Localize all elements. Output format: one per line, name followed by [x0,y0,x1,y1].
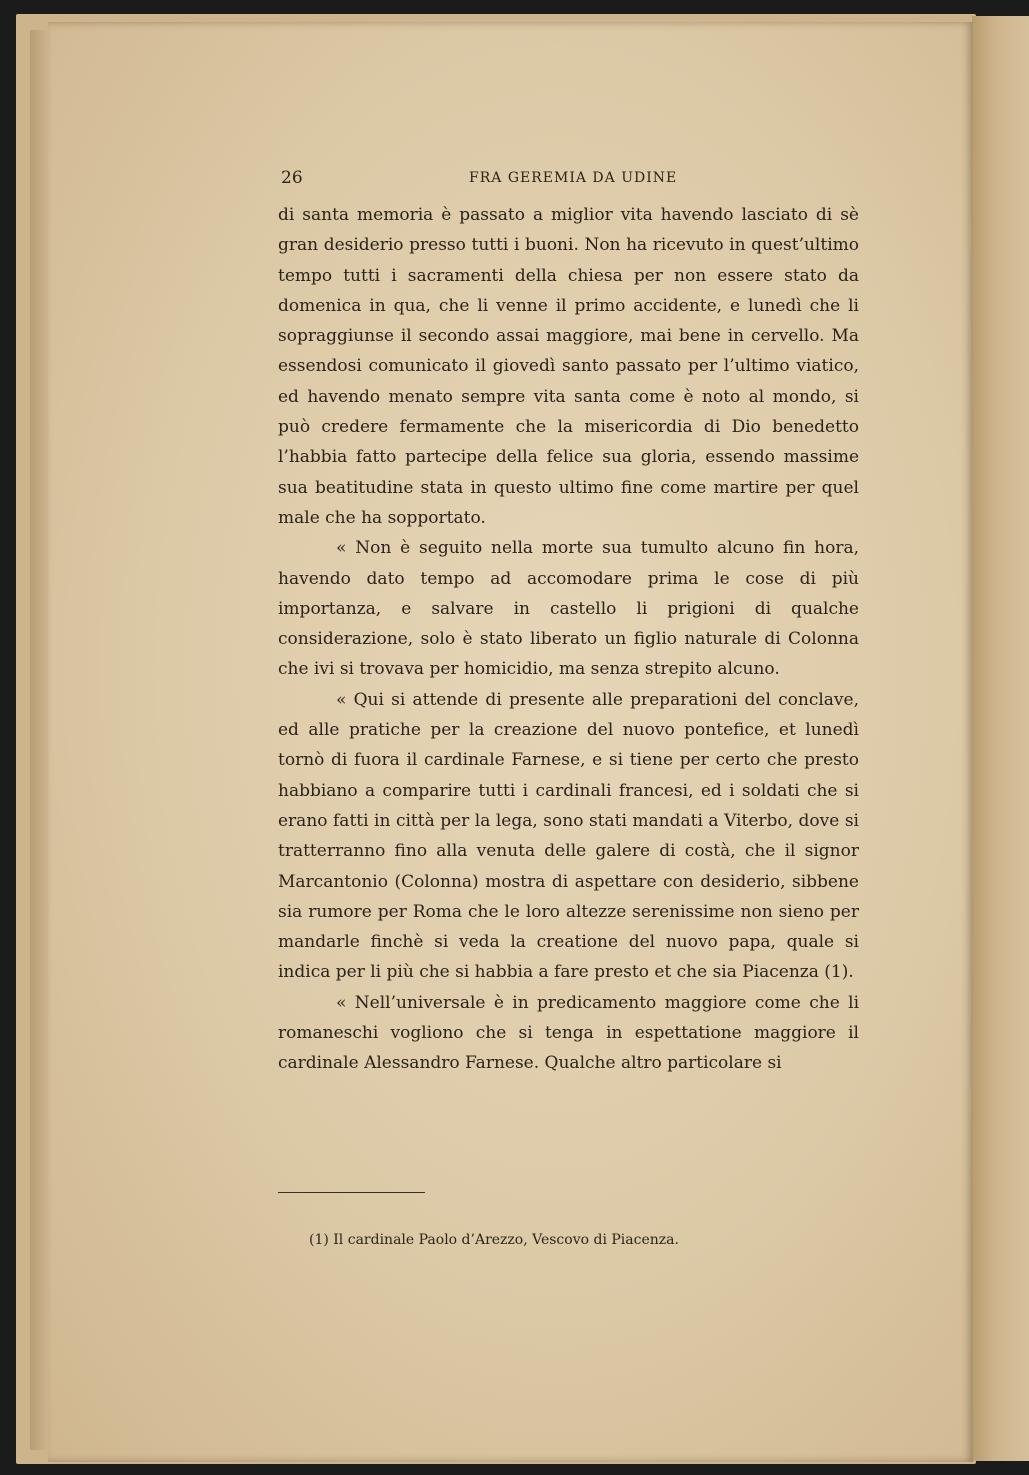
paragraph: « Nell’universale è in predicamento maggiore come che li romaneschi vogliono che si tenga in espettatione maggiore il cardinale Alessandro Farnese. Qualche altro particolare si [278,992,859,1074]
page-number: 26 [281,168,303,188]
footnote: (1) Il cardinale Paolo d’Arezzo, Vescovo di Piacenza. [309,1232,679,1248]
running-head [281,168,861,192]
running-title: FRA GEREMIA DA UDINE [469,170,678,186]
footnote-rule [278,1192,425,1193]
facing-page-edge [972,16,1029,1461]
body-text [278,200,859,1079]
paragraph: di santa memoria è passato a miglior vita havendo lasciato di sè gran desiderio presso tutti i buoni. Non ha ricevuto in quest’ultimo tempo tutti i sacramenti della chiesa per non essere stato da domenica in qua, che li venne il primo accidente, e lunedì che li sopraggiunse il secondo assai maggiore, mai bene in cervello. Ma essendosi comunicato il giovedì santo passato per l’ultimo viatico, ed havendo menato sempre vita santa come è noto al mondo, si può credere fermamente che la misericordia di Dio benedetto l’habbia fatto partecipe della felice sua gloria, essendo massime sua beatitudine stata in questo ultimo fine come martire per quel male che ha sopportato. [278,205,859,528]
paragraph: « Non è seguito nella morte sua tumulto alcuno fin hora, havendo dato tempo ad accomodare prima le cose di più importanza, e salvare in castello li prigioni di qualche considerazione, solo è stato liberato un figlio naturale di Colonna che ivi si trovava per homicidio, ma senza strepito alcuno. [278,538,859,680]
paragraph: « Qui si attende di presente alle preparationi del conclave, ed alle pratiche per la creazione del nuovo pontefice, et lunedì tornò di fuora il cardinale Farnese, e si tiene per certo che presto habbiano a comparire tutti i cardinali francesi, ed i soldati che si erano fatti in città per la lega, sono stati mandati a Viterbo, dove si tratterranno fino alla venuta delle galere di costà, che il signor Marcantonio (Colonna) mostra di aspettare con desiderio, sibbene sia rumore per Roma che le loro altezze serenissime non sieno per mandarle finchè si veda la creatione del nuovo papa, quale si indica per li più che si habbia a fare presto et che sia Piacenza (1). [278,689,859,983]
